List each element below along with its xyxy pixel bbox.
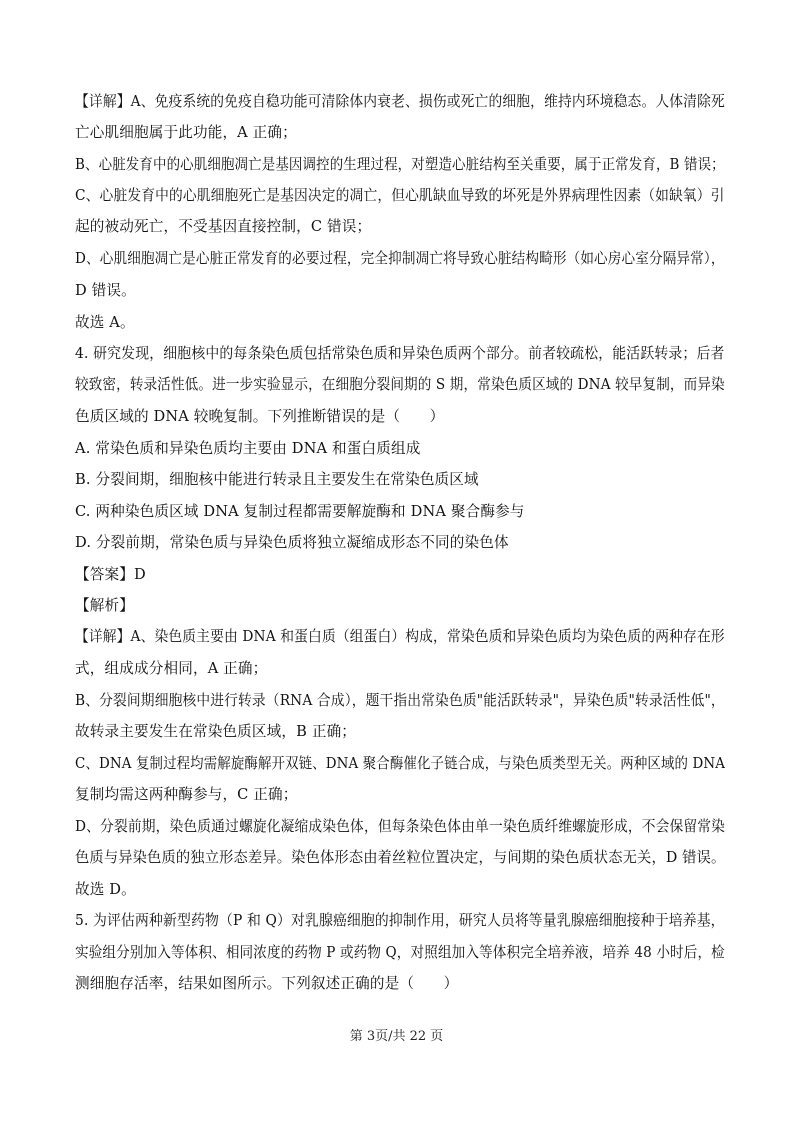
text-line: 【详解】A、染色质主要由 DNA 和蛋白质（组蛋白）构成，常染色质和异染色质均为染色质的两种存在形 xyxy=(75,628,725,645)
text-line: 起的被动死亡，不受基因直接控制，C 错误； xyxy=(75,218,372,235)
question-4-stem: 较致密，转录活性低。进一步实验显示，在细胞分裂间期的 S 期，常染色质区域的 DNA 较早复制，而异染 xyxy=(75,376,725,393)
question-5-stem: 5. 为评估两种新型药物（P 和 Q）对乳腺癌细胞的抑制作用，研究人员将等量乳腺癌细胞接种于培养基， xyxy=(75,912,725,929)
text-line: 亡心肌细胞属于此功能，A 正确； xyxy=(75,124,297,141)
text-line: D、分裂前期，染色质通过螺旋化凝缩成染色体，但每条染色体由单一染色质纤维螺旋形成，不会保留常染 xyxy=(75,818,726,835)
question-4-stem: 色质区域的 DNA 较晚复制。下列推断错误的是（ ） xyxy=(75,408,445,425)
text-line: D、心肌细胞凋亡是心脏正常发育的必要过程，完全抑制凋亡将导致心脏结构畸形（如心房心室分隔异常）， xyxy=(75,250,725,267)
option-a: A. 常染色质和异染色质均主要由 DNA 和蛋白质组成 xyxy=(75,440,421,457)
answer-label: 【答案】D xyxy=(75,566,146,583)
question-4-stem: 4. 研究发现，细胞核中的每条染色质包括常染色质和异染色质两个部分。前者较疏松，能活跃转录；后者 xyxy=(75,345,725,362)
text-line: C、DNA 复制过程均需解旋酶解开双链、DNA 聚合酶催化子链合成，与染色质类型无关。两种区域的 DNA xyxy=(75,755,726,772)
text-line: 色质与异染色质的独立形态差异。染色体形态由着丝粒位置决定，与间期的染色质状态无关，D 错误。 xyxy=(75,849,726,866)
text-line: C、心脏发育中的心肌细胞死亡是基因决定的凋亡，但心肌缺血导致的坏死是外界病理性因素（如缺氧）引 xyxy=(75,187,725,204)
text-line: 故选 D。 xyxy=(75,881,136,898)
text-line: 故转录主要发生在常染色质区域，B 正确； xyxy=(75,723,357,740)
analysis-label: 【解析】 xyxy=(75,597,134,614)
question-5-stem: 实验组分别加入等体积、相同浓度的药物 P 或药物 Q，对照组加入等体积完全培养液，培养 48 小时后，检 xyxy=(75,944,725,961)
text-line: D 错误。 xyxy=(75,282,136,299)
text-line: B、分裂间期细胞核中进行转录（RNA 合成），题干指出常染色质"能活跃转录"，异染色质"转录活性低"， xyxy=(75,692,725,709)
option-d: D. 分裂前期，常染色质与异染色质将独立凝缩成形态不同的染色体 xyxy=(75,534,509,551)
option-c: C. 两种染色质区域 DNA 复制过程都需要解旋酶和 DNA 聚合酶参与 xyxy=(75,503,525,520)
text-line: 式，组成成分相同，A 正确； xyxy=(75,660,268,677)
text-line: 故选 A。 xyxy=(75,314,135,331)
text-line: 复制均需这两种酶参与，C 正确； xyxy=(75,786,298,803)
text-line: 【详解】A、免疫系统的免疫自稳功能可清除体内衰老、损伤或死亡的细胞，维持内环境稳态。人体清除死 xyxy=(75,93,725,110)
question-5-stem: 测细胞存活率，结果如图所示。下列叙述正确的是（ ） xyxy=(75,975,459,992)
text-line: B、心脏发育中的心肌细胞凋亡是基因调控的生理过程，对塑造心脏结构至关重要，属于正常发育，B 错误； xyxy=(75,156,725,173)
page-footer: 第 3页/共 22 页 xyxy=(349,1029,444,1044)
option-b: B. 分裂间期，细胞核中能进行转录且主要发生在常染色质区域 xyxy=(75,471,479,488)
